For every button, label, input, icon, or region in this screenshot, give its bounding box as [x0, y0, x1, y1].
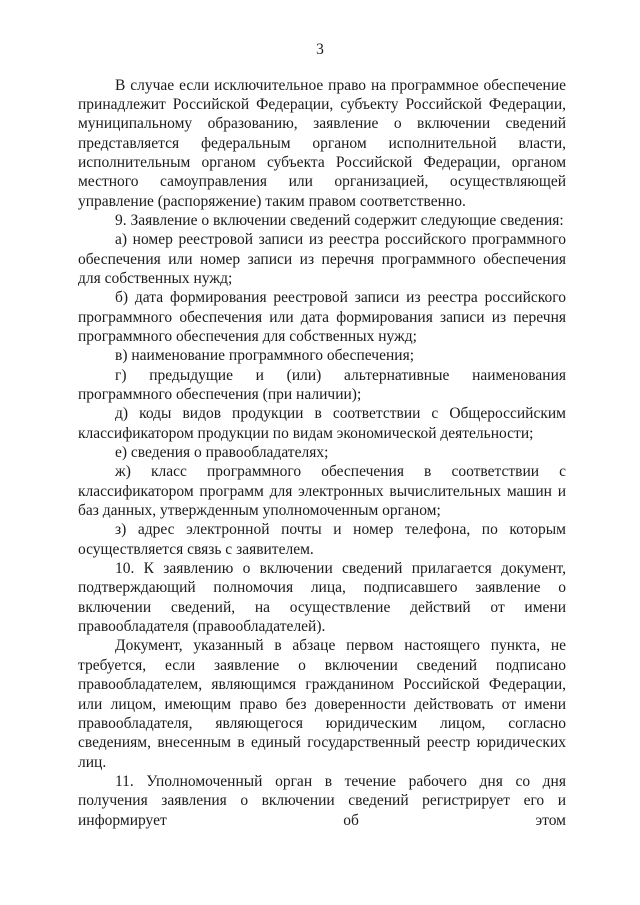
paragraph-item-9c: в) наименование программного обеспечения;: [115, 347, 415, 365]
paragraph-exclusive-right: В случае если исключительное право на программное обеспечение принадлежит Российской Федерации, субъекту Российской Федерации, муниципальному образованию, заявление о включении сведений представляется федеральным органом исполнительной власти, исполнительным органом субъекта Российской Федерации, органом местного самоуправления или организацией, осуществляющей управление (распоряжение) таким правом соответственно.: [78, 76, 566, 210]
page-number: 3: [316, 41, 324, 58]
paragraph-item-9d: г) предыдущие и (или) альтернативные наименования программного обеспечения (при наличии);: [78, 366, 566, 403]
paragraph-item-10: 10. К заявлению о включении сведений прилагается документ, подтверждающий полномочия лица, подписавшего заявление о включении сведений, на осуществление действий от имени правообладателя (правообладателей).: [78, 560, 566, 636]
paragraph-item-9h: з) адрес электронной почты и номер телефона, по которым осуществляется связь с заявителем.: [78, 521, 566, 558]
paragraph-item-9b: б) дата формирования реестровой записи из реестра российского программного обеспечения или дата формирования записи из перечня программного обеспечения для собственных нужд;: [78, 289, 566, 345]
paragraph-item-10-document: Документ, указанный в абзаце первом настоящего пункта, не требуется, если заявление о включении сведений подписано правообладателем, являющимся гражданином Российской Федерации, или лицом, имеющим право без доверенности действовать от имени правообладателя, являющегося юридическим лицом, согласно сведениям, внесенным в единый государственный реестр юридических лиц.: [78, 637, 566, 771]
paragraph-item-9a: а) номер реестровой записи из реестра российского программного обеспечения или номер записи из перечня программного обеспечения для собственных нужд;: [78, 231, 566, 287]
paragraph-item-9g: ж) класс программного обеспечения в соответствии с классификатором программ для электронных вычислительных машин и баз данных, утвержденным уполномоченным органом;: [78, 463, 566, 520]
document-body: [78, 76, 566, 830]
paragraph-item-9: 9. Заявление о включении сведений содержит следующие сведения:: [115, 211, 564, 229]
paragraph-item-11: 11. Уполномоченный орган в течение рабочего дня со дня получения заявления о включении сведений регистрирует его и информирует об этом: [78, 772, 566, 829]
paragraph-item-9e: д) коды видов продукции в соответствии с Общероссийским классификатором продукции по видам экономической деятельности;: [78, 405, 566, 442]
paragraph-item-9f: е) сведения о правообладателях;: [115, 444, 329, 462]
